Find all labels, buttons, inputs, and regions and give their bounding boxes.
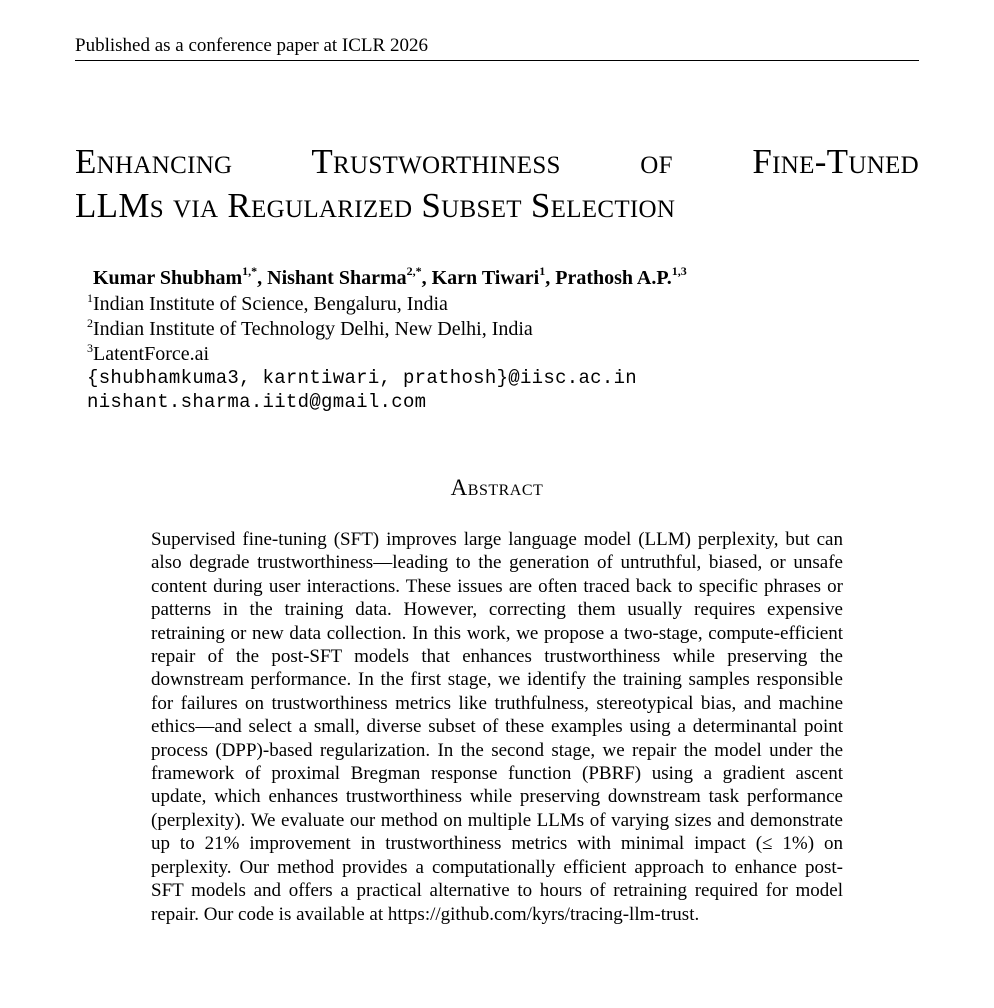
affiliation-text: Indian Institute of Technology Delhi, New Delhi, India [93,318,533,340]
affiliation-2 [87,317,533,341]
author-affiliation-marks: 1,3 [671,264,687,278]
affiliation-mark: 1 [87,291,93,305]
affiliation-3 [87,342,209,366]
affiliation-mark: 3 [87,341,93,355]
author-affiliation-marks: 2,* [406,264,422,278]
abstract-heading: Abstract [450,475,544,500]
author-separator: , [545,267,556,289]
affiliation-text: Indian Institute of Science, Bengaluru, India [93,293,448,315]
author-affiliation-marks: 1 [539,264,546,278]
email-line-1: {shubhamkuma3, karntiwari, prathosh}@iisc.ac.in [87,367,637,389]
title-line-2: LLMs via Regularized Subset Selection [75,186,676,225]
author-name: Kumar Shubham [93,267,243,289]
affiliation-mark: 2 [87,316,93,330]
author-name: Karn Tiwari [431,267,540,289]
email-line-2: nishant.sharma.iitd@gmail.com [87,391,427,413]
author-separator: , [257,267,268,289]
affiliation-text: LatentForce.ai [93,343,210,365]
author-affiliation-marks: 1,* [242,264,258,278]
author-name: Nishant Sharma [267,267,407,289]
running-header: Published as a conference paper at ICLR 2026 [75,34,919,61]
affiliation-1 [87,292,448,316]
author-list [93,265,687,291]
author-separator: , [421,267,432,289]
paper-title [75,140,919,228]
abstract-body: Supervised fine-tuning (SFT) improves large language model (LLM) perplexity, but can also degrade trustworthiness—leading to the generation of untruthful, biased, or unsafe content during user interactions. These issues are often traced back to specific phrases or patterns in the training data. However, correcting them usually requires expensive retraining or new data collection. In this work, we propose a two-stage, compute-efficient repair of the post-SFT models that enhances trustworthiness while preserving the downstream performance. In the first stage, we identify the training samples responsible for failures on trustworthiness metrics like truthfulness, stereotypical bias, and machine ethics—and select a small, diverse subset of these examples using a determinantal point process (DPP)-based regularization. In the second stage, we repair the model under the framework of proximal Bregman response function (PBRF) using a gradient ascent update, which enhances trustworthiness while preserving downstream task performance (perplexity). We evaluate our method on multiple LLMs of varying sizes and demonstrate up to 21% improvement in trustworthiness metrics with minimal impact (≤ 1%) on perplexity. Our method provides a computationally efficient approach to enhance post-SFT models and offers a practical alternative to hours of retraining required for model repair. Our code is available at https://github.com/kyrs/tracing-llm-trust. [151,529,843,925]
author-name: Prathosh A.P. [555,267,672,289]
title-line-1: Enhancing Trustworthiness of Fine-Tuned [75,142,919,181]
